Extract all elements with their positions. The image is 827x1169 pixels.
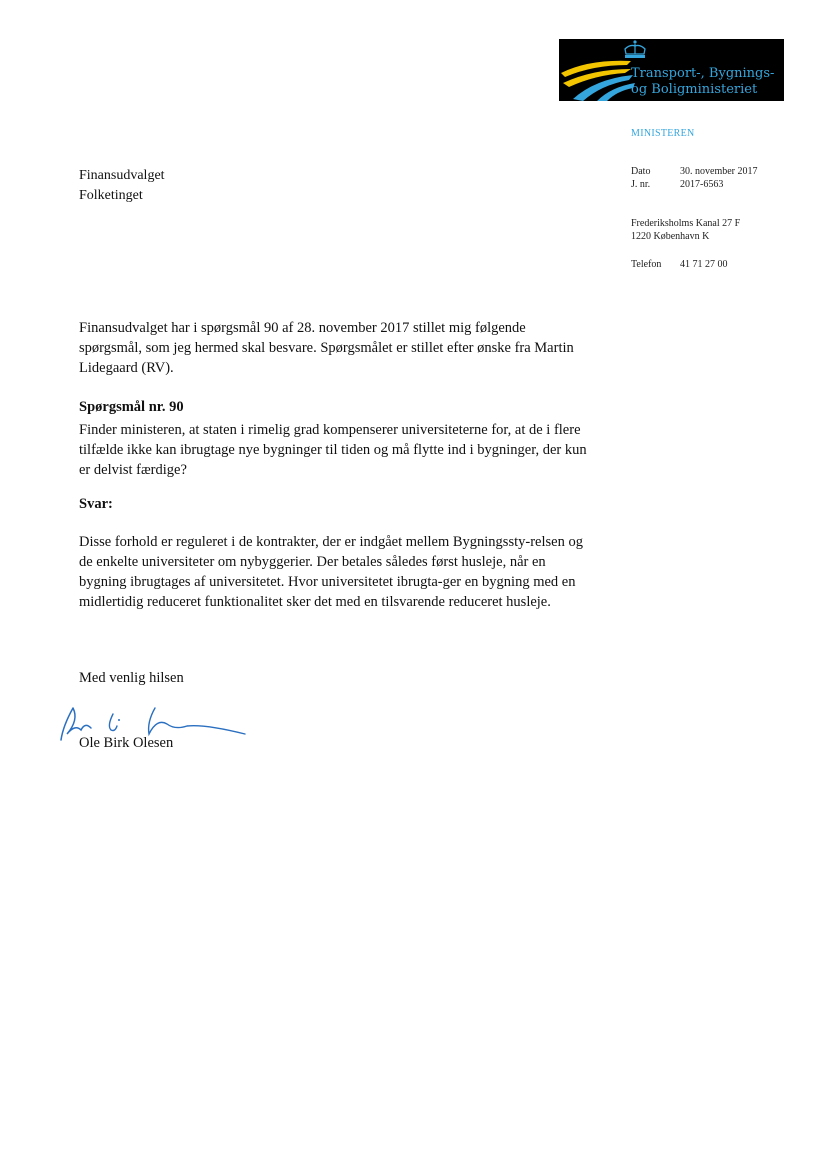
signatory-name: Ole Birk Olesen xyxy=(79,735,174,751)
ministry-logo xyxy=(559,39,784,101)
question-heading: Spørgsmål nr. 90 xyxy=(79,399,184,415)
address-line2: 1220 København K xyxy=(631,231,710,242)
intro-paragraph: Finansudvalget har i spørgsmål 90 af 28. november 2017 stillet mig følgende spørgsmål, som jeg hermed skal besvare. Spørgsmålet er stillet efter ønske fra Martin Lidegaard (RV). xyxy=(79,320,574,376)
address-line1: Frederiksholms Kanal 27 F xyxy=(631,218,741,229)
answer-heading: Svar: xyxy=(79,496,113,512)
closing: Med venlig hilsen xyxy=(79,670,184,686)
section-label: MINISTEREN xyxy=(631,128,695,139)
address xyxy=(631,217,740,243)
date-value: 30. november 2017 xyxy=(680,166,758,177)
logo-line1: Transport-, Bygnings- xyxy=(631,66,775,81)
crown-icon xyxy=(621,40,649,60)
phone-value: 41 71 27 00 xyxy=(680,259,728,270)
answer-paragraph: Disse forhold er reguleret i de kontrakter, der er indgået mellem Bygningssty-relsen og de enkelte universiteter om nybyggerier. Der betales således først husleje, når en bygning ibrugtages af universitetet. Hvor universitetet ibrugta-ger en bygning med en midlertidig reduceret funktionalitet sker det med en tilsvarende reduceret husleje. xyxy=(79,534,583,610)
question-paragraph: Finder ministeren, at staten i rimelig grad kompenserer universiteterne for, at de i flere tilfælde ikke kan ibrugtage nye bygninger til tiden og må flytte ind i bygninger, der kun er delvist færdige? xyxy=(79,422,587,478)
phone xyxy=(631,258,728,271)
recipient xyxy=(79,166,165,206)
jnr-value: 2017-6563 xyxy=(680,179,724,190)
document-meta xyxy=(631,165,758,191)
recipient-line2: Folketinget xyxy=(79,188,143,203)
logo-text xyxy=(631,66,774,98)
recipient-line1: Finansudvalget xyxy=(79,168,165,183)
date-row xyxy=(631,165,758,178)
phone-label: Telefon xyxy=(631,259,662,270)
jnr-row xyxy=(631,178,758,191)
logo-line2: og Boligministeriet xyxy=(631,82,758,97)
date-label: Dato xyxy=(631,166,651,177)
jnr-label: J. nr. xyxy=(631,179,651,190)
